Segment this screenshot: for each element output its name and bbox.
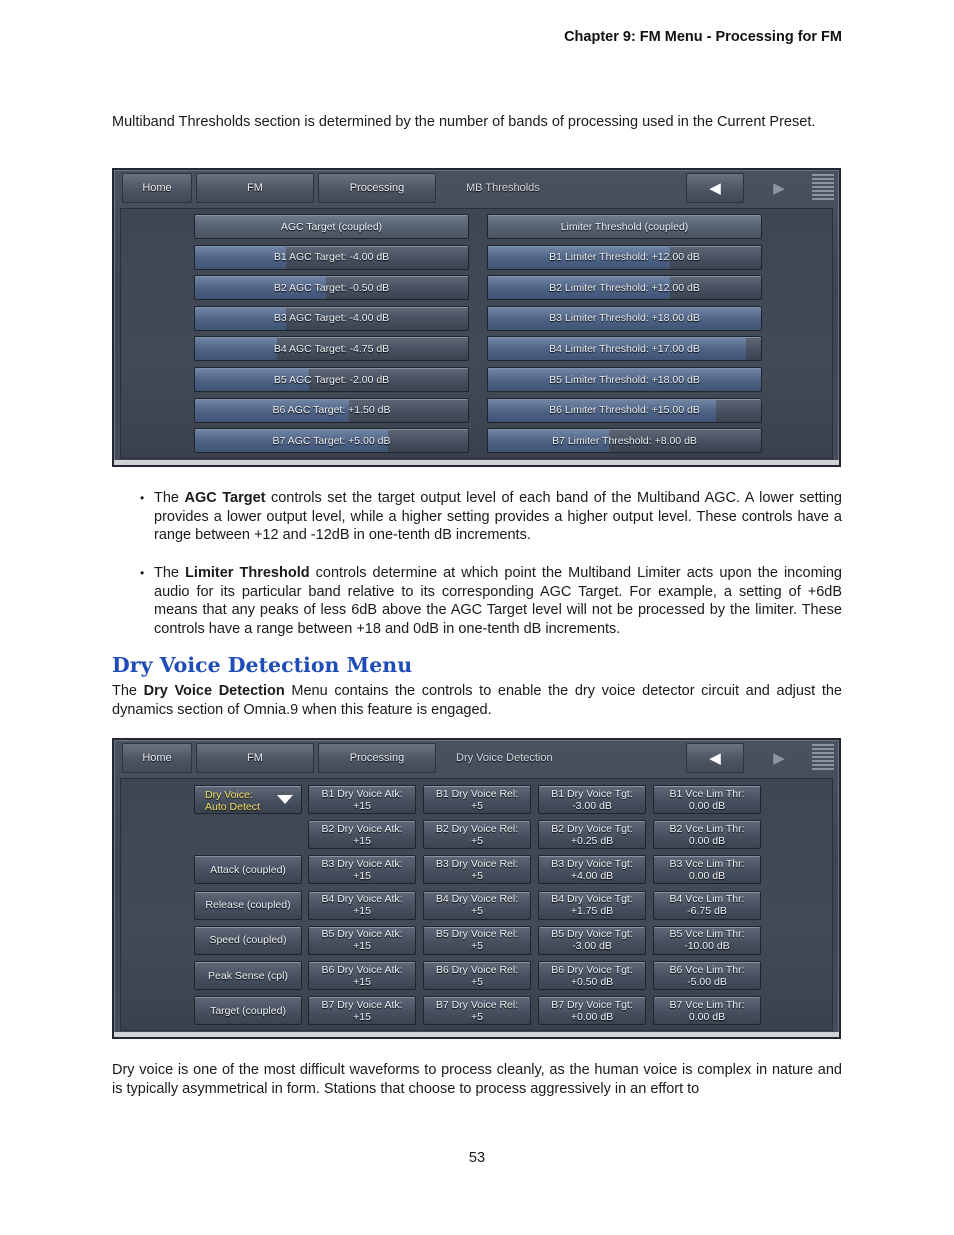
agc-target-coupled-button[interactable] — [194, 214, 469, 239]
value-fill — [195, 337, 277, 360]
screen1-topbar — [120, 172, 833, 204]
limiter-threshold-control-b3[interactable] — [487, 306, 762, 331]
vce-lim-thr-b3[interactable] — [653, 855, 761, 884]
bullet-term: AGC Target — [184, 490, 266, 506]
chevron-down-icon — [277, 795, 293, 804]
control-value: +1.75 dB — [570, 905, 614, 918]
bullet-term: Limiter Threshold — [185, 565, 310, 581]
control-value: +0.50 dB — [570, 975, 614, 988]
control-label: B6 Dry Voice Rel: — [435, 963, 519, 976]
control-label: B5 Vce Lim Thr: — [669, 928, 745, 941]
control-label: B2 Dry Voice Rel: — [435, 822, 519, 835]
intro-paragraph: Multiband Thresholds section is determined by the number of bands of processing used in the Current Preset. — [112, 114, 816, 130]
control-label: B1 Limiter Threshold: +12.00 dB — [549, 251, 700, 264]
control-value: 0.00 dB — [688, 1010, 726, 1023]
button-label: Speed (coupled) — [209, 934, 287, 947]
control-label: B2 Dry Voice Atk: — [321, 822, 403, 835]
bullet-text-pre: The — [154, 490, 185, 506]
bullet-limiter-threshold: • The Limiter Threshold controls determine at which point the Multiband Limiter acts upon the incoming audio for its particular band relative to its corresponding AGC Target. For example, a setting of +6dB means that any peaks of less 6dB above the AGC Target level will not be processed by the limiter. These controls have a range between +18 and 0dB in one-tenth dB increments. — [140, 565, 842, 638]
control-value: +5 — [471, 1010, 483, 1023]
dry-voice-rel-b3[interactable] — [423, 855, 531, 884]
vce-lim-thr-b1[interactable] — [653, 785, 761, 814]
control-value: +15 — [353, 869, 371, 882]
control-label: B6 Dry Voice Atk: — [321, 963, 403, 976]
dry-voice-tgt-b3[interactable] — [538, 855, 646, 884]
vce-lim-thr-b7[interactable] — [653, 996, 761, 1025]
limiter-threshold-control-b5[interactable] — [487, 367, 762, 392]
control-label: B7 AGC Target: +5.00 dB — [272, 434, 391, 447]
dry-voice-screen — [112, 738, 841, 1039]
dry-voice-atk-b4[interactable] — [308, 891, 416, 920]
screen2-bottom-strip — [114, 1032, 839, 1037]
limiter-threshold-control-b4[interactable] — [487, 336, 762, 361]
page-number: 53 — [468, 1150, 486, 1166]
control-label: B3 Dry Voice Rel: — [435, 857, 519, 870]
vce-lim-thr-b5[interactable] — [653, 926, 761, 955]
dropdown-value: Auto Detect — [205, 801, 260, 813]
dropdown-label: Dry Voice: — [205, 789, 253, 801]
limiter-threshold-coupled-button[interactable] — [487, 214, 762, 239]
dry-voice-tgt-b2[interactable] — [538, 820, 646, 849]
control-label: B2 AGC Target: -0.50 dB — [273, 281, 390, 294]
control-value: +5 — [471, 905, 483, 918]
limiter-threshold-control-b1[interactable] — [487, 245, 762, 270]
target-coupled-button[interactable] — [194, 996, 302, 1025]
dry-voice-rel-b2[interactable] — [423, 820, 531, 849]
control-value: -3.00 dB — [572, 799, 612, 812]
tab-home[interactable]: Home — [122, 743, 192, 773]
control-value: 0.00 dB — [688, 799, 726, 812]
control-label: B5 Dry Voice Atk: — [321, 928, 403, 941]
tab-home[interactable]: Home — [122, 173, 192, 203]
dry-voice-tgt-b7[interactable] — [538, 996, 646, 1025]
control-label: B6 AGC Target: +1.50 dB — [272, 404, 391, 417]
control-label: B6 Limiter Threshold: +15.00 dB — [549, 404, 700, 417]
control-label: B5 AGC Target: -2.00 dB — [273, 373, 390, 386]
control-value: +5 — [471, 869, 483, 882]
control-value: -5.00 dB — [687, 975, 727, 988]
control-value: +15 — [353, 905, 371, 918]
back-arrow-icon[interactable]: ◀ — [686, 173, 744, 203]
dry-voice-atk-b6[interactable] — [308, 961, 416, 990]
control-label: B2 Vce Lim Thr: — [669, 822, 745, 835]
control-value: +15 — [353, 975, 371, 988]
button-label: Target (coupled) — [210, 1004, 286, 1017]
breadcrumb: MB Thresholds — [466, 182, 540, 194]
control-label: B7 Dry Voice Rel: — [435, 998, 519, 1011]
button-label: Peak Sense (cpl) — [208, 969, 288, 982]
dry-voice-atk-b7[interactable] — [308, 996, 416, 1025]
control-label: B5 Dry Voice Rel: — [435, 928, 519, 941]
bullet-text-post: controls set the target output level of each band of the Multiband AGC. A lower setting provides a lower output level, while a higher setting provides a higher output level. These controls have a range between +12 and -12dB in one-tenth dB increments. — [154, 490, 842, 544]
agc-target-control-b1[interactable] — [194, 245, 469, 270]
control-label: B5 Dry Voice Tgt: — [551, 928, 633, 941]
tab-processing[interactable]: Processing — [318, 173, 436, 203]
control-label: B2 Limiter Threshold: +12.00 dB — [549, 281, 700, 294]
dry-voice-tgt-b6[interactable] — [538, 961, 646, 990]
control-label: B6 Vce Lim Thr: — [669, 963, 745, 976]
control-label: B3 AGC Target: -4.00 dB — [273, 312, 390, 325]
control-value: +5 — [471, 940, 483, 953]
control-value: +5 — [471, 799, 483, 812]
control-value: +15 — [353, 1010, 371, 1023]
breadcrumb: Dry Voice Detection — [456, 752, 553, 764]
control-value: +0.25 dB — [570, 834, 614, 847]
control-label: B4 Dry Voice Atk: — [321, 893, 403, 906]
tab-fm[interactable]: FM — [196, 743, 314, 773]
dry-voice-atk-b3[interactable] — [308, 855, 416, 884]
dry-voice-rel-b5[interactable] — [423, 926, 531, 955]
control-value: +15 — [353, 799, 371, 812]
control-value: +15 — [353, 940, 371, 953]
control-label: B2 Dry Voice Tgt: — [551, 822, 633, 835]
control-label: B1 AGC Target: -4.00 dB — [273, 251, 390, 264]
section-heading: Dry Voice Detection Menu — [112, 653, 413, 677]
control-label: B7 Dry Voice Atk: — [321, 998, 403, 1011]
control-label: B3 Dry Voice Atk: — [321, 857, 403, 870]
control-label: B3 Vce Lim Thr: — [669, 857, 745, 870]
control-value: -10.00 dB — [684, 940, 730, 953]
control-value: +4.00 dB — [570, 869, 614, 882]
dry-voice-rel-b1[interactable] — [423, 785, 531, 814]
control-label: B1 Dry Voice Rel: — [435, 787, 519, 800]
dry-voice-mode-dropdown[interactable] — [194, 785, 302, 814]
button-label: AGC Target (coupled) — [280, 220, 383, 233]
control-label: B4 AGC Target: -4.75 dB — [273, 342, 390, 355]
control-value: +5 — [471, 975, 483, 988]
control-value: +0.00 dB — [570, 1010, 614, 1023]
control-value: 0.00 dB — [688, 834, 726, 847]
control-value: 0.00 dB — [688, 869, 726, 882]
control-label: B4 Dry Voice Tgt: — [551, 893, 633, 906]
agc-target-control-b6[interactable] — [194, 398, 469, 423]
mb-thresholds-screen — [112, 168, 841, 467]
section-paragraph: The Dry Voice Detection Menu contains the controls to enable the dry voice detector circuit and adjust the dynamics section of Omnia.9 when this feature is engaged. — [112, 683, 842, 718]
control-label: B1 Vce Lim Thr: — [669, 787, 745, 800]
dry-voice-tgt-b1[interactable] — [538, 785, 646, 814]
control-label: B1 Dry Voice Tgt: — [551, 787, 633, 800]
control-label: B7 Dry Voice Tgt: — [551, 998, 633, 1011]
bullet-text-pre: The — [154, 565, 186, 581]
vce-lim-thr-b2[interactable] — [653, 820, 761, 849]
release-coupled-button[interactable] — [194, 891, 302, 920]
forward-arrow-icon[interactable]: ▶ — [773, 750, 785, 767]
forward-arrow-icon[interactable]: ▶ — [773, 180, 785, 197]
agc-target-control-b5[interactable] — [194, 367, 469, 392]
bullet-text-post: controls determine at which point the Multiband Limiter acts upon the incoming audio for its particular band relative to its corresponding AGC Target. For example, a setting of +6dB means that any peaks of less 6dB above the AGC Target level will not be processed by the limiter. These controls have a range between +18 and 0dB in one-tenth dB increments. — [154, 565, 842, 638]
dry-voice-atk-b5[interactable] — [308, 926, 416, 955]
vce-lim-thr-b6[interactable] — [653, 961, 761, 990]
menu-icon[interactable] — [812, 744, 834, 772]
dry-voice-tgt-b5[interactable] — [538, 926, 646, 955]
value-fill — [195, 246, 286, 269]
control-label: B7 Vce Lim Thr: — [669, 998, 745, 1011]
vce-lim-thr-b4[interactable] — [653, 891, 761, 920]
back-arrow-icon[interactable]: ◀ — [686, 743, 744, 773]
screen1-bottom-strip — [114, 460, 839, 465]
outro-paragraph: Dry voice is one of the most difficult waveforms to process cleanly, as the human voice is complex in nature and is typically asymmetrical in form. Stations that choose to process aggressively in an effort to — [112, 1062, 842, 1097]
tab-processing[interactable]: Processing — [318, 743, 436, 773]
control-label: B3 Limiter Threshold: +18.00 dB — [549, 312, 700, 325]
attack-coupled-button[interactable] — [194, 855, 302, 884]
control-label: B4 Vce Lim Thr: — [669, 893, 745, 906]
dry-voice-rel-b4[interactable] — [423, 891, 531, 920]
speed-coupled-button[interactable] — [194, 926, 302, 955]
control-label: B5 Limiter Threshold: +18.00 dB — [549, 373, 700, 386]
button-label: Limiter Threshold (coupled) — [560, 220, 689, 233]
button-label: Attack (coupled) — [210, 863, 286, 876]
button-label: Release (coupled) — [205, 899, 291, 912]
limiter-threshold-control-b6[interactable] — [487, 398, 762, 423]
menu-icon[interactable] — [812, 174, 834, 202]
value-fill — [195, 307, 286, 330]
limiter-threshold-control-b7[interactable] — [487, 428, 762, 453]
agc-target-control-b3[interactable] — [194, 306, 469, 331]
control-value: +5 — [471, 834, 483, 847]
control-label: B4 Dry Voice Rel: — [435, 893, 519, 906]
control-value: -6.75 dB — [687, 905, 727, 918]
bullet-agc-target: • The AGC Target controls set the target output level of each band of the Multiband AGC. A lower setting provides a lower output level, while a higher setting provides a higher output level. These controls have a range between +12 and -12dB in one-tenth dB increments. — [140, 490, 842, 544]
dry-voice-atk-b1[interactable] — [308, 785, 416, 814]
control-label: B6 Dry Voice Tgt: — [551, 963, 633, 976]
control-label: B7 Limiter Threshold: +8.00 dB — [552, 434, 697, 447]
screen2-topbar — [120, 742, 833, 774]
dry-voice-rel-b7[interactable] — [423, 996, 531, 1025]
control-label: B3 Dry Voice Tgt: — [551, 857, 633, 870]
agc-target-control-b2[interactable] — [194, 275, 469, 300]
control-label: B1 Dry Voice Atk: — [321, 787, 403, 800]
control-value: -3.00 dB — [572, 940, 612, 953]
chapter-header: Chapter 9: FM Menu - Processing for FM — [564, 29, 842, 45]
control-value: +15 — [353, 834, 371, 847]
control-label: B4 Limiter Threshold: +17.00 dB — [549, 342, 700, 355]
peak-sense-cpl-button[interactable] — [194, 961, 302, 990]
dry-voice-rel-b6[interactable] — [423, 961, 531, 990]
limiter-threshold-control-b2[interactable] — [487, 275, 762, 300]
agc-target-control-b4[interactable] — [194, 336, 469, 361]
dry-voice-tgt-b4[interactable] — [538, 891, 646, 920]
dry-voice-atk-b2[interactable] — [308, 820, 416, 849]
tab-fm[interactable]: FM — [196, 173, 314, 203]
agc-target-control-b7[interactable] — [194, 428, 469, 453]
